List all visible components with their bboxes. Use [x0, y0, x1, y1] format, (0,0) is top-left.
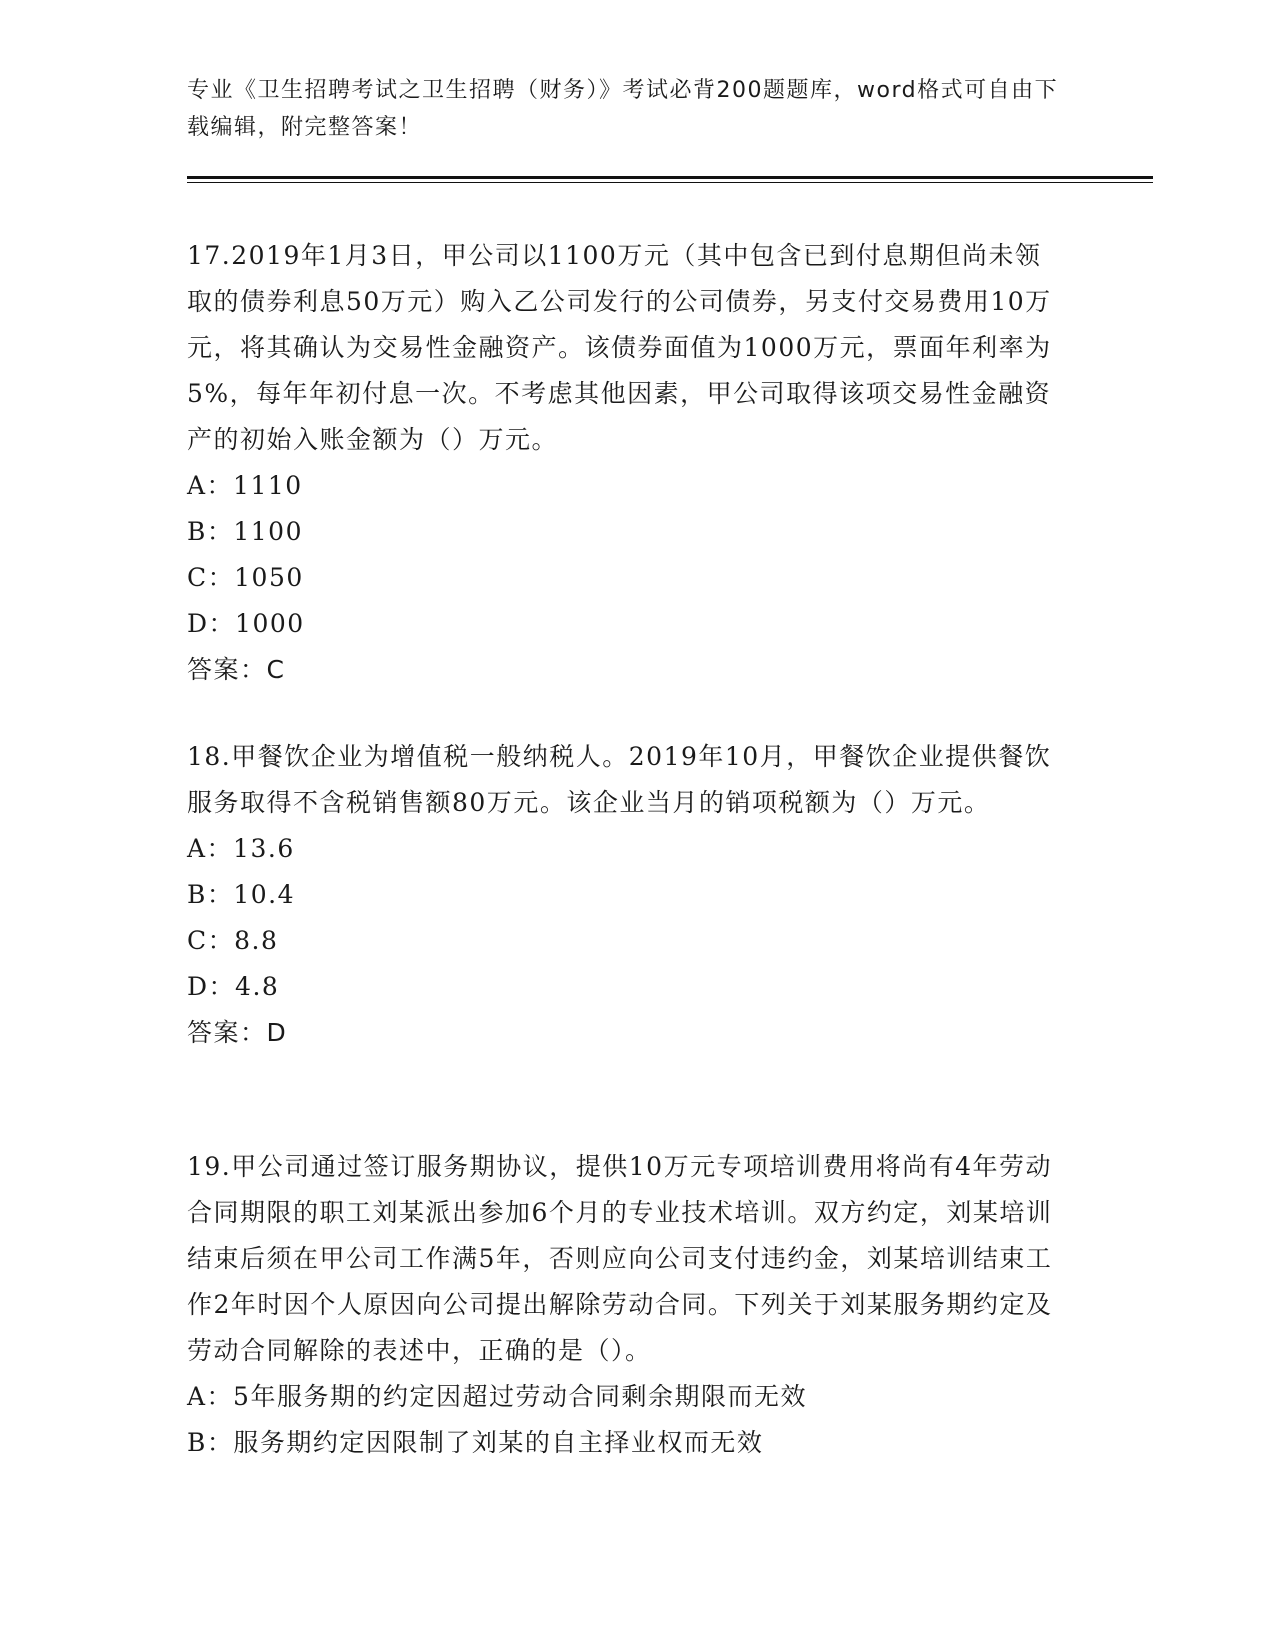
header-divider-thick: [187, 176, 1153, 179]
option-b: B：服务期约定因限制了刘某的自主择业权而无效: [187, 1428, 764, 1457]
option-a: A：1110: [187, 471, 303, 500]
question-17: [187, 233, 1067, 693]
question-18: [187, 734, 1067, 1056]
answer-label: 答案：C: [187, 655, 286, 684]
option-c: C：1050: [187, 563, 304, 592]
question-19: [187, 1144, 1067, 1466]
option-d: D：1000: [187, 609, 305, 638]
option-c: C：8.8: [187, 926, 279, 955]
document-header: 专业《卫生招聘考试之卫生招聘（财务）》考试必背200题题库，word格式可自由下载编辑，附完整答案！: [187, 78, 1059, 140]
option-a: A：13.6: [187, 834, 295, 863]
question-stem: 18.甲餐饮企业为增值税一般纳税人。2019年10月，甲餐饮企业提供餐饮服务取得不含税销售额80万元。该企业当月的销项税额为（）万元。: [187, 742, 1052, 817]
option-a: A：5年服务期的约定因超过劳动合同剩余期限而无效: [187, 1382, 807, 1411]
question-stem: 19.甲公司通过签订服务期协议，提供10万元专项培训费用将尚有4年劳动合同期限的职工刘某派出参加6个月的专业技术培训。双方约定，刘某培训结束后须在甲公司工作满5年，否则应向公司支付违约金，刘某培训结束工作2年时因个人原因向公司提出解除劳动合同。下列关于刘某服务期约定及劳动合同解除的表述中，正确的是（）。: [187, 1152, 1053, 1365]
answer-label: 答案：D: [187, 1018, 288, 1047]
option-b: B：10.4: [187, 880, 296, 909]
question-stem: 17.2019年1月3日，甲公司以1100万元（其中包含已到付息期但尚未领取的债券利息50万元）购入乙公司发行的公司债券，另支付交易费用10万元，将其确认为交易性金融资产。该债券面值为1000万元，票面年利率为5%，每年年初付息一次。不考虑其他因素，甲公司取得该项交易性金融资产的初始入账金额为（）万元。: [187, 241, 1052, 454]
option-b: B：1100: [187, 517, 303, 546]
option-d: D：4.8: [187, 972, 280, 1001]
header-divider-thin: [187, 182, 1153, 183]
